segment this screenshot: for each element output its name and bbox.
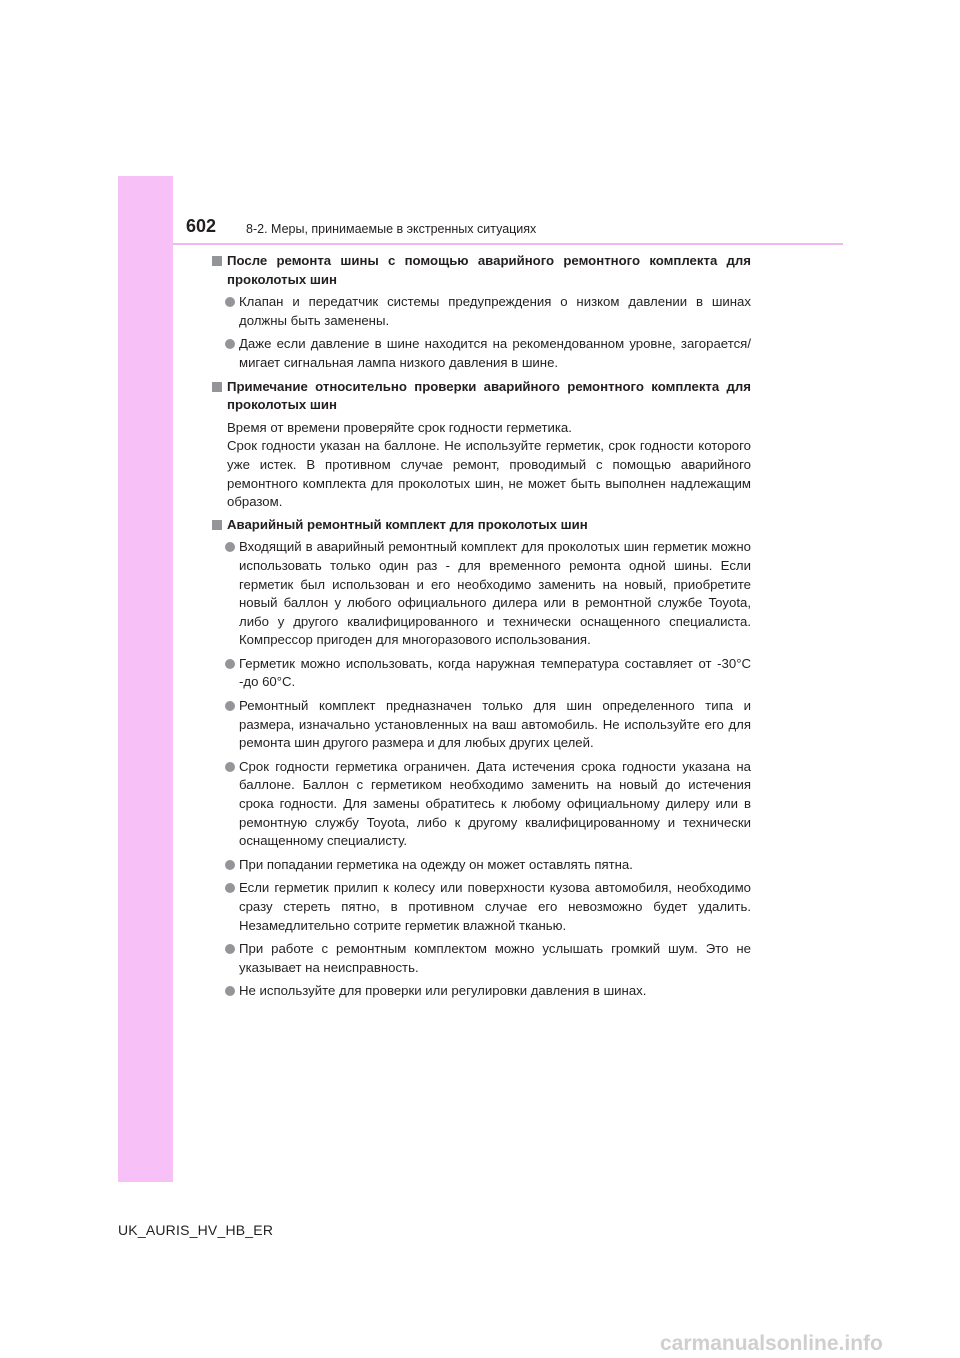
section-heading: После ремонта шины с помощью аварийного ремонтного комплекта для проколотых шин <box>211 252 751 289</box>
paragraph: Время от времени проверяйте срок годности герметика. <box>227 419 572 435</box>
section-title: 8-2. Меры, принимаемые в экстренных ситуациях <box>246 222 537 236</box>
watermark: carmanualsonline.info <box>660 1332 883 1355</box>
footer-doc-code: UK_AURIS_HV_HB_ER <box>118 1222 274 1238</box>
bullet-item: Входящий в аварийный ремонтный комплект для проколотых шин герметик можно использовать только один раз - для временного ремонта одной шины. Если герметик был использован и его необходимо заменить на новый, приобретите новый баллон у любого официального дилера или в ремонтной службе Toyota, либо у другого квалифицированного и технически оснащенного специалиста. Компрессор пригоден для многоразового использования. <box>211 538 751 650</box>
bullet-item: Не используйте для проверки или регулировки давления в шинах. <box>211 982 751 1001</box>
bullet-item: Если герметик прилип к колесу или поверхности кузова автомобиля, необходимо сразу стереть пятно, в противном случае его невозможно будет удалить. Незамедлительно сотрите герметик влажной тканью. <box>211 879 751 935</box>
chapter-sidebar-tab <box>118 176 173 1182</box>
bullet-item: Срок годности герметика ограничен. Дата истечения срока годности указана на баллоне. Баллон с герметиком необходимо заменить на новый до истечения срока годности. Для замены обратитесь к любому официальному дилеру или в ремонтную службу Toyota, либо к другому квалифицированному и технически оснащенному специалисту. <box>211 758 751 851</box>
bullet-item: При попадании герметика на одежду он может оставлять пятна. <box>211 856 751 875</box>
page-content <box>211 252 751 1006</box>
page-number: 602 <box>186 216 217 236</box>
bullet-item: Ремонтный комплект предназначен только для шин определенного типа и размера, изначально установленных на ваш автомобиль. Не используйте его для ремонта шин другого размера и для любых других целей. <box>211 697 751 753</box>
bullet-item: Даже если давление в шине находится на рекомендованном уровне, загорается/мигает сигнальная лампа низкого давления в шине. <box>211 335 751 372</box>
bullet-item: Герметик можно использовать, когда наружная температура составляет от -30°С -до 60°С. <box>211 655 751 692</box>
bullet-item: При работе с ремонтным комплектом можно услышать громкий шум. Это не указывает на неисправность. <box>211 940 751 977</box>
section-heading: Примечание относительно проверки аварийного ремонтного комплекта для проколотых шин <box>211 378 751 415</box>
header-divider <box>173 243 843 245</box>
paragraph: Срок годности указан на баллоне. Не используйте герметик, срок годности которого уже истек. В противном случае ремонт, проводимый с помощью аварийного ремонтного комплекта для проколотых шин, не может быть выполнен надлежащим образом. <box>227 438 751 510</box>
section-heading: Аварийный ремонтный комплект для проколотых шин <box>211 516 751 535</box>
bullet-item: Клапан и передатчик системы предупреждения о низком давлении в шинах должны быть заменены. <box>211 293 751 330</box>
